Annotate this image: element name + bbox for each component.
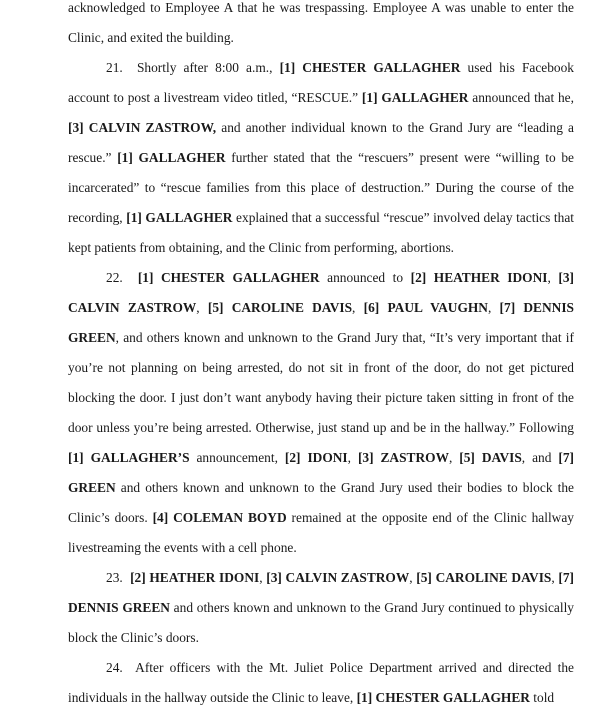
bold-name-run: [3] CALVIN ZASTROW — [68, 270, 574, 315]
bold-name-run: [3] CALVIN ZASTROW, — [68, 120, 217, 135]
bold-name-run: [7] DENNIS GREEN — [68, 300, 574, 345]
paragraph-20-continuation — [0, 0, 616, 53]
text-run: , and — [521, 450, 559, 465]
text-run: told — [529, 690, 555, 705]
text-run: used his Facebook account to post a livestream video titled, “RESCUE.” — [68, 60, 575, 105]
paragraph-23 — [0, 563, 616, 653]
bold-name-run: [7] DENNIS GREEN — [68, 570, 575, 615]
text-run: announced to — [319, 270, 411, 285]
bold-name-run: [7] GREEN — [68, 450, 575, 495]
text-run: and another individual known to the Grand Jury are “leading a rescue.” — [68, 120, 574, 165]
text-run: 21. Shortly after 8:00 a.m., — [106, 60, 280, 75]
text-run: , — [409, 570, 417, 585]
paragraph-21 — [0, 53, 616, 263]
text-run: , — [352, 300, 364, 315]
bold-name-run: [1] CHESTER GALLAGHER — [137, 270, 320, 285]
text-run: remained at the opposite end of the Clinic hallway livestreaming the events with a cell phone. — [68, 510, 574, 555]
bold-name-run: [1] GALLAGHER — [126, 210, 233, 225]
bold-name-run: [2] IDONI — [284, 450, 348, 465]
bold-name-run: [4] COLEMAN BOYD — [152, 510, 287, 525]
text-run: , — [347, 450, 358, 465]
bold-name-run: [2] HEATHER IDONI — [130, 570, 260, 585]
bold-name-run: [1] CHESTER GALLAGHER — [356, 690, 530, 705]
bold-name-run: [5] CAROLINE DAVIS — [207, 300, 353, 315]
text-run: , — [547, 270, 559, 285]
text-run: and others known and unknown to the Grand Jury used their bodies to block the Clinic’s doors. — [68, 480, 574, 525]
text-run: further stated that the “rescuers” present were “willing to be incarcerated” to “rescue families from this place of destruction.” During the course of the recording, — [68, 150, 574, 225]
bold-name-run: [5] DAVIS — [459, 450, 522, 465]
text-run: 23. — [106, 570, 131, 585]
text-run: announcement, — [189, 450, 285, 465]
text-run: , — [448, 450, 460, 465]
bold-name-run: [1] GALLAGHER’S — [68, 450, 190, 465]
bold-name-run: [6] PAUL VAUGHN — [363, 300, 488, 315]
bold-name-run: [5] CAROLINE DAVIS — [416, 570, 552, 585]
text-run: acknowledged to Employee A that he was trespassing. Employee A was unable to enter the Clinic, and exited the building. — [68, 0, 574, 45]
text-run: explained that a successful “rescue” involved delay tactics that kept patients from obtaining, and the Clinic from performing, abortions. — [68, 210, 574, 255]
text-run: , — [259, 570, 267, 585]
bold-name-run: [1] GALLAGHER — [117, 150, 226, 165]
paragraph-24 — [0, 653, 616, 713]
text-run: 24. After officers with the Mt. Juliet Police Department arrived and directed the individuals in the hallway outside the Clinic to leave, — [68, 660, 574, 705]
bold-name-run: [3] ZASTROW — [357, 450, 449, 465]
text-run: , and others known and unknown to the Grand Jury that, “It’s very important that if you’re not planning on being arrested, do not sit in front of the door, do not get pictured blocking the door. I just don’t want anybody having their picture taken sitting in front of the door unless you’re being arrested. Otherwise, just stand up and be in the hallway.” Following — [68, 330, 574, 435]
text-run: , — [196, 300, 208, 315]
paragraph-22 — [0, 263, 616, 563]
bold-name-run: [1] CHESTER GALLAGHER — [279, 60, 461, 75]
text-run: , — [487, 300, 500, 315]
text-run: 22. — [106, 270, 138, 285]
text-run: announced that he, — [468, 90, 574, 105]
text-run: and others known and unknown to the Grand Jury continued to physically block the Clinic’s doors. — [68, 600, 574, 645]
bold-name-run: [1] GALLAGHER — [361, 90, 469, 105]
bold-name-run: [2] HEATHER IDONI — [410, 270, 548, 285]
text-run: , — [551, 570, 559, 585]
bold-name-run: [3] CALVIN ZASTROW — [266, 570, 410, 585]
